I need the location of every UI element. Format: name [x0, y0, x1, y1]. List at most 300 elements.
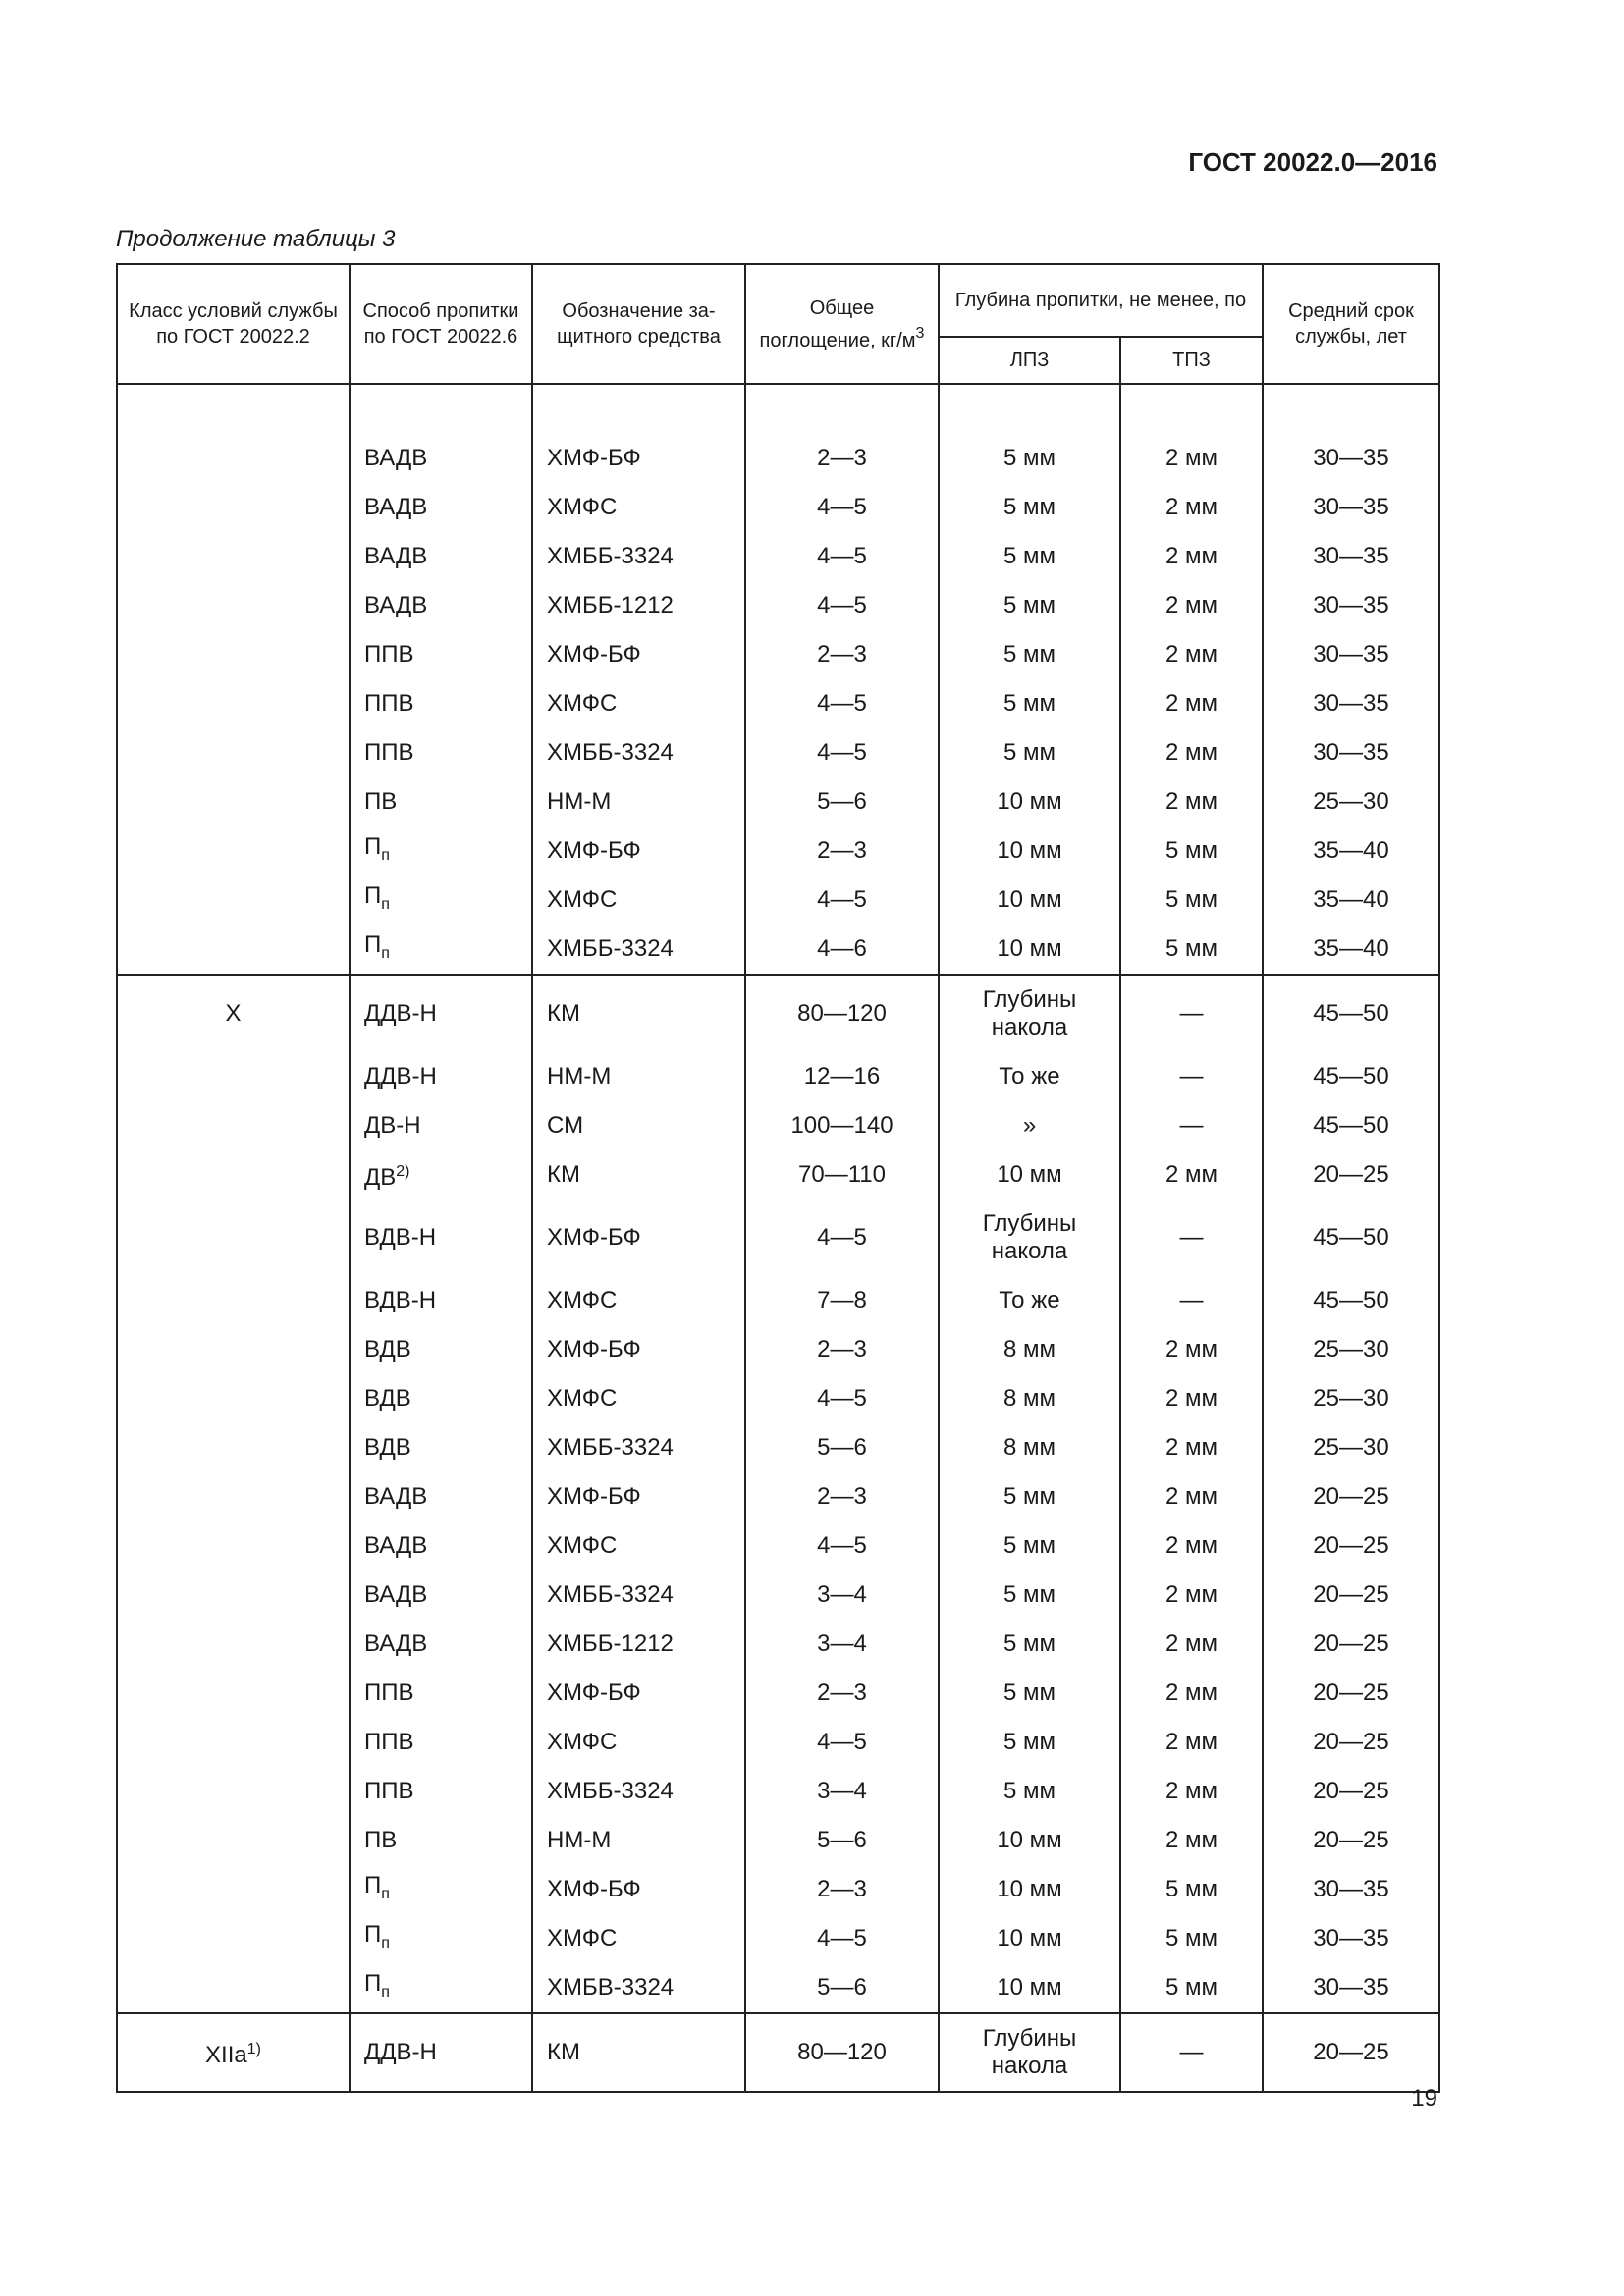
cell-tpz-text: —	[1179, 2039, 1204, 2065]
header-method: Способ пропитки по ГОСТ 20022.6	[350, 264, 532, 384]
cell-tpz	[1120, 1914, 1263, 1963]
cell-class	[117, 1963, 350, 2013]
cell-class	[117, 1374, 350, 1423]
cell-method	[350, 483, 532, 532]
cell-absorption-text: 4—5	[817, 739, 867, 766]
cell-absorption-text: 2—3	[817, 1876, 867, 1902]
cell-absorption-text: 80—120	[797, 1000, 887, 1027]
cell-lpz	[939, 827, 1120, 876]
cell-agent-text: ХМББ-1212	[547, 1630, 674, 1657]
table-row	[117, 1963, 1439, 2013]
cell-lpz-text: Глубины накола	[982, 1210, 1077, 1264]
cell-method	[350, 630, 532, 679]
cell-service-life	[1263, 1276, 1439, 1325]
cell-service-life	[1263, 1101, 1439, 1150]
cell-class	[117, 1052, 350, 1101]
cell-method	[350, 1963, 532, 2013]
cell-absorption-text: 4—5	[817, 1532, 867, 1559]
cell-lpz	[939, 1052, 1120, 1101]
cell-method-text: ВДВ	[364, 1385, 411, 1412]
cell-agent	[532, 777, 745, 827]
cell-lpz-text: 5 мм	[1002, 1483, 1056, 1510]
cell-absorption-text: 3—4	[817, 1778, 867, 1804]
table-row	[117, 925, 1439, 975]
table-row	[117, 777, 1439, 827]
cell-absorption	[745, 1914, 939, 1963]
cell-tpz	[1120, 728, 1263, 777]
cell-class-sup: 1)	[246, 2041, 261, 2057]
cell-lpz	[939, 1914, 1120, 1963]
cell-absorption-text: 100—140	[790, 1112, 893, 1139]
cell-agent	[532, 975, 745, 1052]
table-row	[117, 1150, 1439, 1200]
cell-lpz-text: 8 мм	[1002, 1385, 1056, 1412]
cell-agent-text: КМ	[547, 1161, 580, 1188]
cell-lpz	[939, 1620, 1120, 1669]
cell-absorption	[745, 1620, 939, 1669]
table-row	[117, 1914, 1439, 1963]
cell-lpz	[939, 728, 1120, 777]
cell-tpz	[1120, 777, 1263, 827]
cell-service-life	[1263, 1200, 1439, 1276]
cell-tpz	[1120, 1325, 1263, 1374]
cell-agent-text: НМ-М	[547, 1063, 612, 1090]
cell-method-text: ППВ	[364, 1778, 414, 1804]
cell-method-text: ПВ	[364, 1827, 398, 1853]
cell-class	[117, 1276, 350, 1325]
cell-lpz	[939, 777, 1120, 827]
cell-absorption-text: 2—3	[817, 641, 867, 667]
cell-absorption	[745, 630, 939, 679]
cell-agent-text: ХМББ-3324	[547, 1434, 674, 1461]
cell-service-life-text: 20—25	[1313, 1729, 1389, 1755]
cell-lpz-text: 5 мм	[1002, 543, 1056, 569]
table-row	[117, 1767, 1439, 1816]
table-row	[117, 1620, 1439, 1669]
cell-tpz	[1120, 1620, 1263, 1669]
cell-class	[117, 1423, 350, 1472]
cell-tpz	[1120, 1200, 1263, 1276]
table-row	[117, 1052, 1439, 1101]
cell-service-life-text: 35—40	[1313, 837, 1389, 864]
cell-service-life	[1263, 876, 1439, 925]
cell-method-text: ДВ-Н	[364, 1112, 421, 1139]
cell-absorption-text: 2—3	[817, 1680, 867, 1706]
cell-method-text: ВАДВ	[364, 1483, 428, 1510]
cell-agent-text: ХМФС	[547, 494, 618, 520]
cell-method	[350, 1522, 532, 1571]
cell-service-life-text: 25—30	[1313, 1336, 1389, 1362]
cell-service-life-text: 30—35	[1313, 494, 1389, 520]
cell-method	[350, 1472, 532, 1522]
cell-absorption	[745, 1150, 939, 1200]
cell-service-life	[1263, 1767, 1439, 1816]
cell-agent	[532, 1767, 745, 1816]
cell-service-life-text: 20—25	[1313, 1778, 1389, 1804]
cell-method	[350, 1620, 532, 1669]
cell-class	[117, 925, 350, 975]
cell-tpz-text: 2 мм	[1164, 739, 1218, 766]
cell-lpz	[939, 1276, 1120, 1325]
cell-service-life-text: 30—35	[1313, 445, 1389, 471]
cell-tpz-text: 2 мм	[1164, 1532, 1218, 1559]
cell-service-life	[1263, 975, 1439, 1052]
cell-class	[117, 532, 350, 581]
cell-class	[117, 1200, 350, 1276]
cell-method-text: П	[364, 931, 382, 958]
cell-method	[350, 532, 532, 581]
table-row	[117, 1423, 1439, 1472]
cell-lpz-text: Глубины накола	[982, 987, 1077, 1041]
cell-tpz-text: 2 мм	[1164, 1385, 1218, 1412]
cell-class	[117, 1150, 350, 1200]
cell-class-text: XIIа	[205, 2042, 247, 2068]
cell-method	[350, 1325, 532, 1374]
cell-agent-text: КМ	[547, 1000, 580, 1027]
cell-service-life-text: 20—25	[1313, 1161, 1389, 1188]
cell-lpz-text: 5 мм	[1002, 1532, 1056, 1559]
table-row	[117, 1816, 1439, 1865]
cell-absorption	[745, 532, 939, 581]
cell-tpz	[1120, 434, 1263, 483]
cell-method-text: П	[364, 1871, 382, 1898]
cell-service-life-text: 30—35	[1313, 739, 1389, 766]
cell-method-text: П	[364, 1920, 382, 1948]
cell-agent-text: ХМФ-БФ	[547, 1224, 641, 1251]
cell-lpz-text: »	[1022, 1112, 1037, 1139]
cell-service-life	[1263, 1052, 1439, 1101]
cell-method-text: ДДВ-Н	[364, 1000, 437, 1027]
cell-absorption-text: 3—4	[817, 1581, 867, 1608]
data-table	[116, 263, 1440, 2093]
table-body	[117, 384, 1439, 2092]
cell-absorption	[745, 975, 939, 1052]
cell-service-life	[1263, 1816, 1439, 1865]
table-row	[117, 1325, 1439, 1374]
cell-method-text: ППВ	[364, 690, 414, 717]
cell-lpz	[939, 1865, 1120, 1914]
cell-service-life	[1263, 1865, 1439, 1914]
cell-method-sub: п	[381, 1885, 390, 1902]
cell-absorption-text: 4—5	[817, 1729, 867, 1755]
cell-service-life-text: 30—35	[1313, 543, 1389, 569]
cell-agent	[532, 1472, 745, 1522]
cell-lpz	[939, 2013, 1120, 2092]
cell-lpz	[939, 1325, 1120, 1374]
cell-service-life	[1263, 1472, 1439, 1522]
cell-method-sub: п	[381, 1983, 390, 2001]
cell-absorption	[745, 925, 939, 975]
cell-class	[117, 728, 350, 777]
cell-absorption	[745, 483, 939, 532]
cell-lpz-text: 5 мм	[1002, 690, 1056, 717]
cell-tpz	[1120, 630, 1263, 679]
cell-tpz-text: 2 мм	[1164, 1630, 1218, 1657]
cell-absorption	[745, 1200, 939, 1276]
table-row	[117, 1522, 1439, 1571]
cell-absorption	[745, 1571, 939, 1620]
cell-service-life	[1263, 1718, 1439, 1767]
table-row	[117, 1865, 1439, 1914]
cell-service-life-text: 35—40	[1313, 935, 1389, 962]
cell-lpz	[939, 1101, 1120, 1150]
header-service-life: Средний срок службы, лет	[1263, 264, 1439, 384]
cell-service-life	[1263, 777, 1439, 827]
cell-absorption	[745, 728, 939, 777]
cell-lpz	[939, 1718, 1120, 1767]
cell-agent-text: ХМББ-3324	[547, 739, 674, 766]
cell-method	[350, 1571, 532, 1620]
cell-agent	[532, 876, 745, 925]
cell-method	[350, 1101, 532, 1150]
header-absorption-sup: 3	[915, 324, 925, 342]
cell-method	[350, 679, 532, 728]
cell-service-life	[1263, 483, 1439, 532]
cell-class	[117, 1914, 350, 1963]
cell-lpz	[939, 1669, 1120, 1718]
cell-absorption-text: 12—16	[803, 1063, 881, 1090]
cell-agent	[532, 2013, 745, 2092]
cell-tpz	[1120, 925, 1263, 975]
cell-service-life	[1263, 1150, 1439, 1200]
cell-tpz	[1120, 1963, 1263, 2013]
cell-method-text: П	[364, 1969, 382, 1997]
header-lpz: ЛПЗ	[939, 337, 1120, 384]
cell-agent-text: НМ-М	[547, 1827, 612, 1853]
cell-agent-text: ХМБВ-3324	[547, 1974, 675, 2001]
cell-absorption	[745, 827, 939, 876]
header-gap	[117, 384, 1439, 434]
cell-agent	[532, 1423, 745, 1472]
cell-lpz-text: 5 мм	[1002, 1630, 1056, 1657]
cell-absorption	[745, 1718, 939, 1767]
cell-class	[117, 1865, 350, 1914]
cell-agent	[532, 1963, 745, 2013]
cell-agent-text: ХМББ-3324	[547, 935, 674, 962]
cell-absorption-text: 5—6	[817, 788, 867, 815]
cell-method-sub: п	[381, 846, 390, 864]
cell-method-text: ППВ	[364, 1680, 414, 1706]
cell-absorption	[745, 1374, 939, 1423]
cell-tpz-text: —	[1179, 1224, 1204, 1251]
cell-method-text: ДДВ-Н	[364, 1063, 437, 1090]
cell-agent-text: ХМФ-БФ	[547, 837, 641, 864]
cell-service-life	[1263, 679, 1439, 728]
cell-method	[350, 1767, 532, 1816]
table-row	[117, 1571, 1439, 1620]
cell-method-text: П	[364, 832, 382, 860]
cell-service-life-text: 20—25	[1313, 2039, 1389, 2065]
cell-lpz	[939, 679, 1120, 728]
cell-method-text: ПВ	[364, 788, 398, 815]
cell-service-life	[1263, 827, 1439, 876]
cell-class	[117, 1522, 350, 1571]
table-row	[117, 581, 1439, 630]
table-row	[117, 679, 1439, 728]
cell-method	[350, 777, 532, 827]
cell-agent	[532, 1325, 745, 1374]
cell-service-life-text: 20—25	[1313, 1630, 1389, 1657]
cell-tpz-text: 2 мм	[1164, 1827, 1218, 1853]
table-row	[117, 1200, 1439, 1276]
cell-absorption	[745, 1325, 939, 1374]
cell-method-text: ВДВ-Н	[364, 1287, 437, 1313]
cell-absorption	[745, 777, 939, 827]
cell-class	[117, 434, 350, 483]
cell-tpz	[1120, 1571, 1263, 1620]
cell-tpz	[1120, 483, 1263, 532]
cell-lpz	[939, 483, 1120, 532]
cell-service-life	[1263, 1423, 1439, 1472]
cell-method-text: ДДВ-Н	[364, 2039, 437, 2065]
cell-absorption	[745, 679, 939, 728]
cell-lpz-text: 10 мм	[997, 886, 1062, 913]
cell-service-life	[1263, 1522, 1439, 1571]
cell-agent	[532, 434, 745, 483]
table-row	[117, 728, 1439, 777]
cell-class	[117, 679, 350, 728]
cell-absorption	[745, 434, 939, 483]
cell-class	[117, 827, 350, 876]
cell-agent-text: ХМФ-БФ	[547, 1483, 641, 1510]
cell-service-life-text: 30—35	[1313, 1925, 1389, 1951]
cell-method	[350, 1816, 532, 1865]
cell-tpz	[1120, 1423, 1263, 1472]
cell-absorption	[745, 1816, 939, 1865]
cell-tpz-text: 2 мм	[1164, 1336, 1218, 1362]
cell-tpz	[1120, 975, 1263, 1052]
cell-service-life	[1263, 1963, 1439, 2013]
cell-method-text: ДВ	[364, 1164, 397, 1191]
cell-agent	[532, 1101, 745, 1150]
cell-tpz-text: 5 мм	[1164, 935, 1218, 962]
cell-tpz	[1120, 1767, 1263, 1816]
cell-tpz-text: 2 мм	[1164, 641, 1218, 667]
cell-service-life	[1263, 1620, 1439, 1669]
cell-agent-text: ХМФС	[547, 1532, 618, 1559]
cell-tpz-text: 5 мм	[1164, 837, 1218, 864]
cell-tpz-text: 2 мм	[1164, 1778, 1218, 1804]
cell-absorption-text: 4—6	[817, 935, 867, 962]
cell-tpz	[1120, 1374, 1263, 1423]
cell-service-life	[1263, 728, 1439, 777]
cell-lpz-text: 5 мм	[1002, 445, 1056, 471]
cell-method-text: ВДВ	[364, 1434, 411, 1461]
cell-service-life	[1263, 1669, 1439, 1718]
cell-method-text: ВАДВ	[364, 1630, 428, 1657]
cell-tpz	[1120, 1150, 1263, 1200]
cell-method-text: ВАДВ	[364, 543, 428, 569]
cell-tpz-text: 5 мм	[1164, 1876, 1218, 1902]
cell-method	[350, 1374, 532, 1423]
cell-absorption	[745, 1052, 939, 1101]
cell-service-life	[1263, 581, 1439, 630]
cell-lpz	[939, 925, 1120, 975]
cell-lpz	[939, 1767, 1120, 1816]
cell-service-life-text: 30—35	[1313, 690, 1389, 717]
table-row	[117, 1472, 1439, 1522]
cell-agent	[532, 827, 745, 876]
cell-agent	[532, 1052, 745, 1101]
cell-lpz-text: 5 мм	[1002, 641, 1056, 667]
cell-lpz	[939, 434, 1120, 483]
table-row	[117, 876, 1439, 925]
cell-lpz-text: 10 мм	[997, 788, 1062, 815]
cell-class	[117, 2013, 350, 2092]
cell-class	[117, 1669, 350, 1718]
cell-class	[117, 1620, 350, 1669]
cell-lpz	[939, 1150, 1120, 1200]
cell-agent	[532, 1276, 745, 1325]
cell-tpz	[1120, 2013, 1263, 2092]
cell-service-life-text: 20—25	[1313, 1581, 1389, 1608]
cell-lpz	[939, 1374, 1120, 1423]
cell-absorption-text: 7—8	[817, 1287, 867, 1313]
cell-absorption	[745, 581, 939, 630]
cell-tpz-text: —	[1179, 1287, 1204, 1313]
cell-lpz	[939, 1472, 1120, 1522]
cell-service-life-text: 25—30	[1313, 788, 1389, 815]
cell-method-text: ВДВ	[364, 1336, 411, 1362]
cell-tpz-text: 2 мм	[1164, 445, 1218, 471]
cell-service-life	[1263, 1914, 1439, 1963]
cell-lpz-text: 5 мм	[1002, 1729, 1056, 1755]
cell-agent-text: ХМББ-3324	[547, 1778, 674, 1804]
cell-absorption	[745, 1276, 939, 1325]
document-code: ГОСТ 20022.0—2016	[1188, 147, 1437, 177]
cell-method	[350, 1052, 532, 1101]
cell-agent	[532, 1522, 745, 1571]
cell-service-life-text: 20—25	[1313, 1483, 1389, 1510]
cell-absorption	[745, 1963, 939, 2013]
cell-tpz-text: 2 мм	[1164, 1680, 1218, 1706]
cell-class	[117, 1472, 350, 1522]
cell-agent	[532, 1150, 745, 1200]
cell-tpz-text: —	[1179, 1000, 1204, 1027]
cell-method	[350, 876, 532, 925]
cell-agent-text: ХМФС	[547, 1925, 618, 1951]
cell-service-life-text: 45—50	[1313, 1000, 1389, 1027]
table-row	[117, 975, 1439, 1052]
cell-tpz-text: 2 мм	[1164, 1581, 1218, 1608]
cell-service-life-text: 35—40	[1313, 886, 1389, 913]
cell-absorption	[745, 1472, 939, 1522]
cell-agent-text: ХМФС	[547, 1729, 618, 1755]
cell-tpz	[1120, 532, 1263, 581]
cell-lpz	[939, 1423, 1120, 1472]
cell-agent	[532, 679, 745, 728]
cell-tpz-text: 2 мм	[1164, 690, 1218, 717]
cell-class	[117, 1816, 350, 1865]
table-row	[117, 532, 1439, 581]
cell-service-life-text: 30—35	[1313, 641, 1389, 667]
cell-tpz-text: 2 мм	[1164, 494, 1218, 520]
cell-absorption-text: 4—5	[817, 886, 867, 913]
cell-method-text: ВАДВ	[364, 592, 428, 618]
header-tpz: ТПЗ	[1120, 337, 1263, 384]
cell-agent-text: СМ	[547, 1112, 584, 1139]
cell-absorption-text: 2—3	[817, 837, 867, 864]
cell-absorption-text: 4—5	[817, 543, 867, 569]
cell-agent	[532, 1816, 745, 1865]
cell-lpz-text: 5 мм	[1002, 494, 1056, 520]
cell-absorption-text: 80—120	[797, 2039, 887, 2065]
cell-agent-text: ХМФ-БФ	[547, 1680, 641, 1706]
cell-service-life	[1263, 1571, 1439, 1620]
cell-agent	[532, 1200, 745, 1276]
cell-tpz	[1120, 1522, 1263, 1571]
cell-absorption	[745, 1423, 939, 1472]
